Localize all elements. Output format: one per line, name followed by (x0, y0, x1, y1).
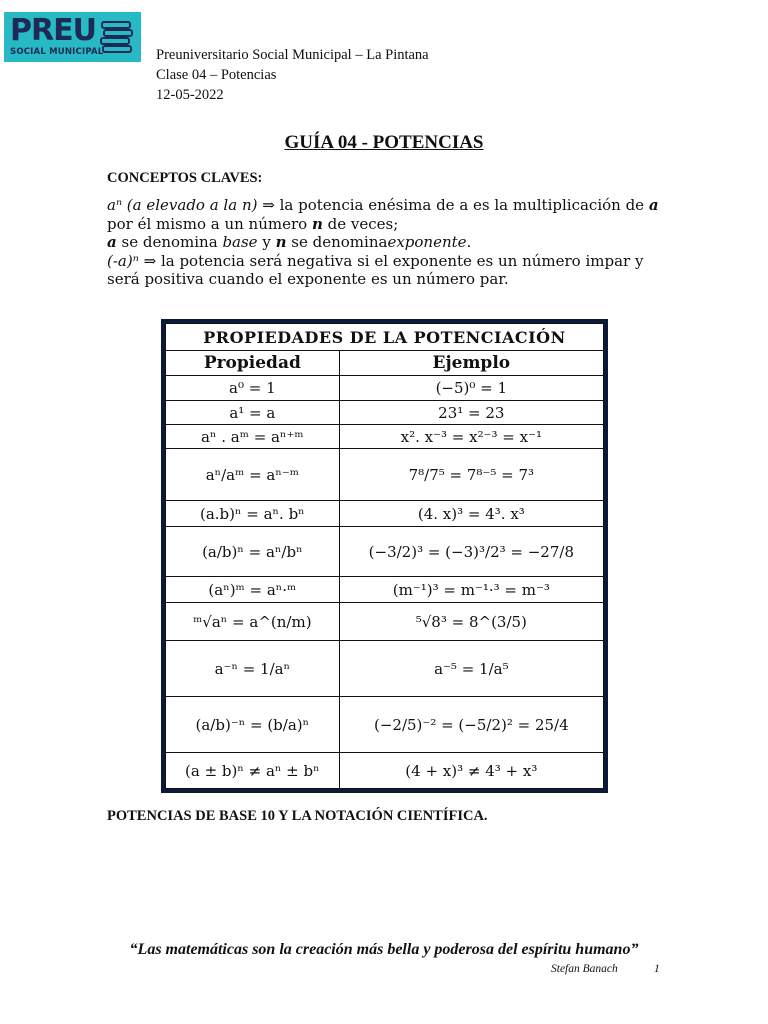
concept-text: por él mismo a un número (107, 214, 308, 233)
example-cell: (4 + x)³ ≠ 4³ + x³ (339, 753, 603, 789)
example-cell: 7⁸/7⁵ = 7⁸⁻⁵ = 7³ (339, 449, 603, 501)
header-institution: Preuniversitario Social Municipal – La Pintana (156, 47, 429, 63)
preu-logo (4, 12, 141, 62)
page-number: 1 (654, 963, 660, 975)
property-cell: aⁿ . aᵐ = aⁿ⁺ᵐ (166, 425, 340, 449)
table-row (166, 425, 604, 449)
table-row (166, 577, 604, 603)
concept-text: se denomina (291, 233, 388, 251)
concept-paragraph-3 (107, 252, 667, 289)
concept-term-base: base (222, 233, 258, 251)
header-class: Clase 04 – Potencias (156, 67, 277, 83)
concept-text: se denomina (121, 233, 218, 251)
concept-var-a: a (107, 233, 117, 251)
logo-main-text: PREU (10, 13, 96, 48)
arrow-symbol: ⇒ (262, 196, 275, 214)
concepts-body (107, 196, 667, 289)
example-cell: (−3/2)³ = (−3)³/2³ = −27/8 (339, 527, 603, 577)
concept-text: y (262, 233, 271, 251)
properties-table-frame (161, 319, 608, 793)
section-heading-concepts: CONCEPTOS CLAVES: (107, 170, 263, 186)
example-cell: x². x⁻³ = x²⁻³ = x⁻¹ (339, 425, 603, 449)
table-row (166, 449, 604, 501)
concept-var-n: n (275, 233, 287, 251)
property-cell: (a/b)ⁿ = aⁿ/bⁿ (166, 527, 340, 577)
footer-author: Stefan Banach (551, 963, 618, 975)
concept-text: la potencia será negativa si el exponente es un número impar y será positiva cuando el exponente es un número par. (107, 251, 644, 288)
property-cell: (aⁿ)ᵐ = aⁿ·ᵐ (166, 577, 340, 603)
arrow-symbol: ⇒ (143, 251, 157, 270)
concept-term-exponent: exponente (387, 233, 467, 251)
properties-table (165, 323, 604, 789)
table-row (166, 603, 604, 641)
property-cell: aⁿ/aᵐ = aⁿ⁻ᵐ (166, 449, 340, 501)
table-row (166, 641, 604, 697)
document-header (156, 45, 429, 105)
example-cell: a⁻⁵ = 1/a⁵ (339, 641, 603, 697)
concept-paragraph-2 (107, 233, 667, 252)
example-cell: (−5)⁰ = 1 (339, 376, 603, 401)
property-cell: (a/b)⁻ⁿ = (b/a)ⁿ (166, 697, 340, 753)
column-header-example: Ejemplo (339, 351, 603, 376)
example-cell: ⁵√8³ = 8^(3/5) (339, 603, 603, 641)
example-cell: (m⁻¹)³ = m⁻¹·³ = m⁻³ (339, 577, 603, 603)
table-caption: PROPIEDADES DE LA POTENCIACIÓN (166, 324, 604, 351)
table-row (166, 401, 604, 425)
property-cell: a⁰ = 1 (166, 376, 340, 401)
example-cell: (4. x)³ = 4³. x³ (339, 501, 603, 527)
property-cell: a¹ = a (166, 401, 340, 425)
concept-paragraph-1 (107, 196, 667, 233)
logo-sub-text: SOCIAL MUNICIPAL (10, 47, 104, 57)
concept-term-negative-base: (-a)ⁿ (107, 251, 139, 270)
example-cell: (−2/5)⁻² = (−5/2)² = 25/4 (339, 697, 603, 753)
table-row (166, 376, 604, 401)
table-row (166, 753, 604, 789)
footer-quote: “Las matemáticas son la creación más bella y poderosa del espíritu humano” (129, 941, 639, 958)
concept-text: de veces; (327, 214, 399, 233)
page-title: GUÍA 04 - POTENCIAS (284, 132, 484, 153)
concept-var-a: a (648, 196, 659, 214)
property-cell: (a ± b)ⁿ ≠ aⁿ ± bⁿ (166, 753, 340, 789)
property-cell: (a.b)ⁿ = aⁿ. bⁿ (166, 501, 340, 527)
property-cell: ᵐ√aⁿ = a^(n/m) (166, 603, 340, 641)
books-icon (99, 18, 135, 54)
concept-term-power: aⁿ (a elevado a la n) (107, 196, 258, 214)
header-date: 12-05-2022 (156, 87, 224, 103)
concept-text: la potencia enésima de a es la multiplicación de (279, 196, 645, 214)
table-body (166, 376, 604, 789)
table-row (166, 697, 604, 753)
column-header-property: Propiedad (166, 351, 340, 376)
example-cell: 23¹ = 23 (339, 401, 603, 425)
concept-text: . (466, 233, 472, 251)
concept-var-n: n (311, 214, 323, 233)
table-row (166, 501, 604, 527)
section-heading-scientific-notation: POTENCIAS DE BASE 10 Y LA NOTACIÓN CIENTÍFICA. (107, 808, 488, 824)
table-row (166, 527, 604, 577)
property-cell: a⁻ⁿ = 1/aⁿ (166, 641, 340, 697)
